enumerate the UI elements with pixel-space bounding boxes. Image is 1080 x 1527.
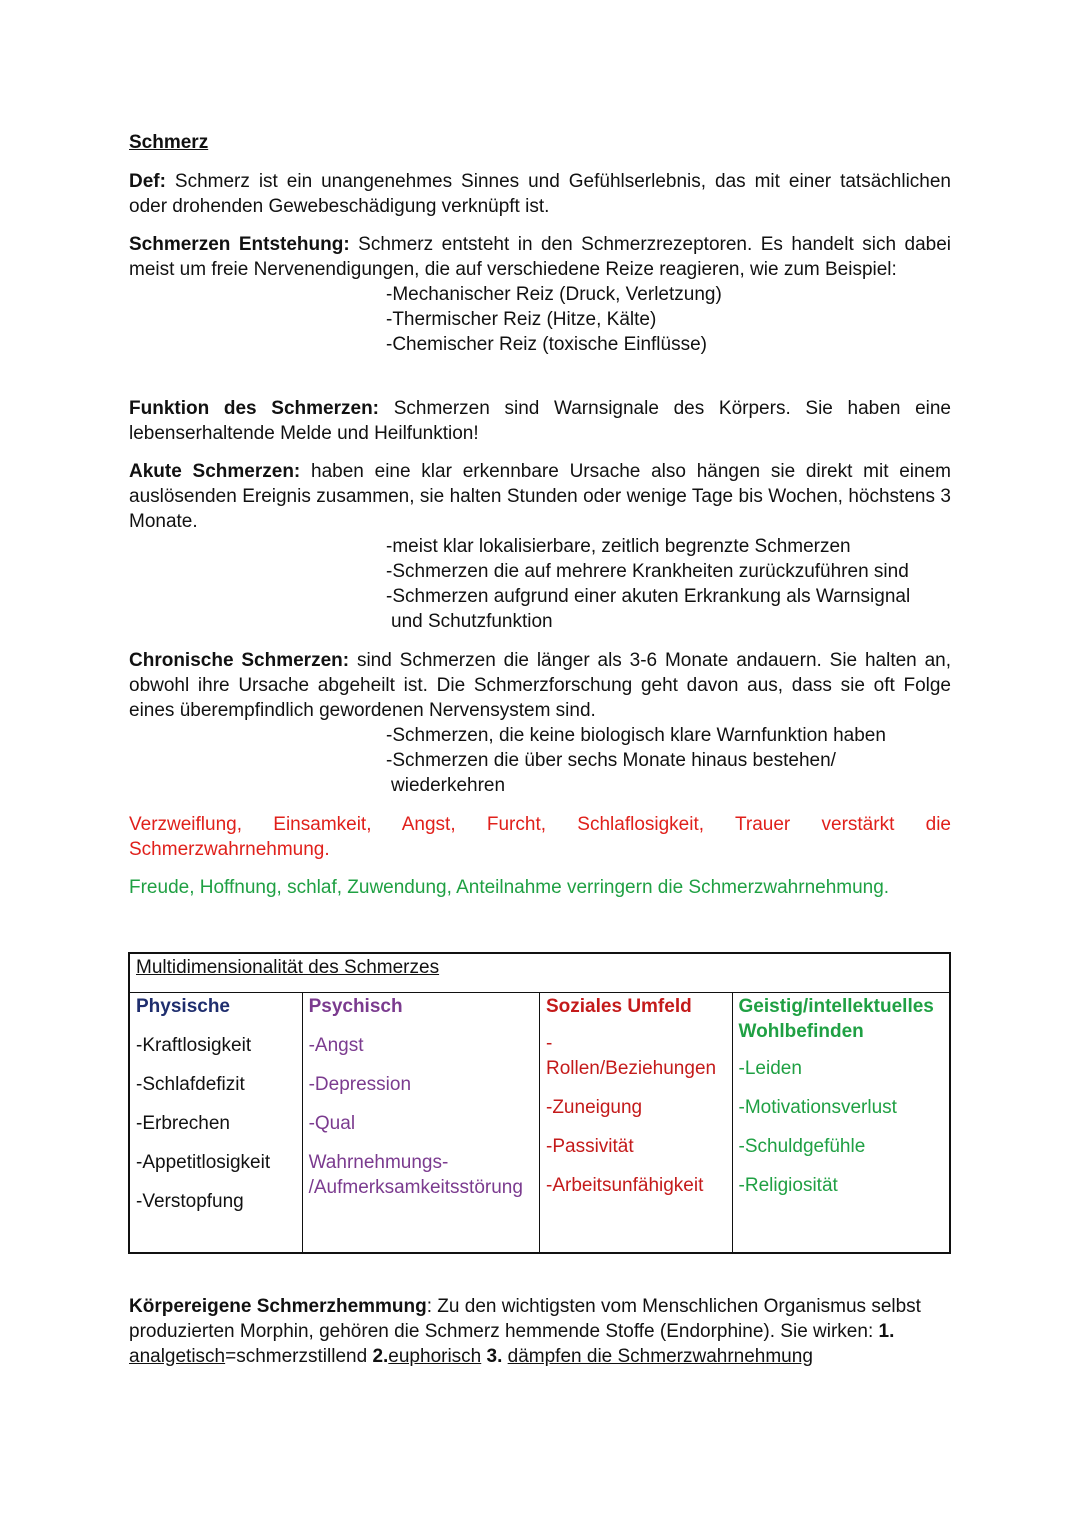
column-header: Geistig/intellektuelles Wohlbefinden (738, 996, 934, 1042)
list-item: -Schmerzen, die keine biologisch klare Warnfunktion haben (386, 725, 886, 746)
table-cell: -Appetitlosigkeit (136, 1152, 271, 1173)
entstehung-label: Schmerzen Entstehung: (129, 234, 350, 255)
verstaerkt-paragraph: Verzweiflung, Einsamkeit, Angst, Furcht, Schlaflosigkeit, Trauer verstärkt die Schmerzwahrnehmung. (129, 814, 951, 860)
list-item: wiederkehren (391, 775, 506, 796)
hemmung-paragraph (129, 1294, 951, 1369)
column-header: Soziales Umfeld (546, 996, 692, 1017)
column-soziales-umfeld (540, 993, 733, 1252)
list-item: -Thermischer Reiz (Hitze, Kälte) (386, 309, 657, 330)
funktion-paragraph (129, 396, 951, 446)
chronisch-text: sind Schmerzen die länger als 3-6 Monate andauern. Sie halten an, obwohl ihre Ursache abgeheilt ist. Die Schmerzforschung geht davon aus, dass sie oft Folge eines überempfindlich gewordenen Nervensystem sind. (129, 650, 952, 721)
table-cell: -Religiosität (738, 1175, 838, 1196)
chronisch-label: Chronische Schmerzen: (129, 650, 350, 671)
table-cell: -Schuldgefühle (738, 1136, 866, 1157)
hemmung-label: Körpereigene Schmerzhemmung (129, 1296, 427, 1317)
definition-label: Def: (129, 171, 166, 192)
table-cell: -Schlafdefizit (136, 1074, 245, 1095)
effect-analgetisch: analgetisch (129, 1346, 226, 1367)
table-cell: -Verstopfung (136, 1191, 244, 1212)
column-header: Physische (136, 996, 230, 1017)
table-cell: Wahrnehmungs- /Aufmerksamkeitsstörung (308, 1152, 523, 1198)
table-cell: -Erbrechen (136, 1113, 230, 1134)
list-item: -Schmerzen aufgrund einer akuten Erkrankung als Warnsignal (386, 586, 911, 607)
table-caption (130, 954, 949, 993)
definition-paragraph (129, 169, 951, 219)
table-cell: -Zuneigung (546, 1097, 643, 1118)
column-geistig (733, 993, 949, 1252)
number-3: 3. (481, 1346, 503, 1367)
effect-daempfen: dämpfen die Schmerzwahrnehmung (507, 1346, 813, 1367)
multidimensionality-table (128, 952, 951, 1254)
table-cell: -Leiden (738, 1058, 802, 1079)
funktion-text: Schmerzen sind Warnsignale des Körpers. Sie haben eine lebenserhaltende Melde und Heilfunktion! (129, 398, 951, 444)
table-body (130, 993, 949, 1252)
table-cell: -Qual (308, 1113, 356, 1134)
column-header: Psychisch (308, 996, 403, 1017)
table-cell: -Passivität (546, 1136, 634, 1157)
hemmung-text: : Zu den wichtigsten vom Menschlichen Organismus selbst produzierten Morphin, gehören die Schmerz hemmende Stoffe (Endorphine). Sie wirken: (129, 1296, 921, 1342)
table-caption-text: Multidimensionalität des Schmerzes (136, 957, 440, 978)
table-cell: -Arbeitsunfähigkeit (546, 1175, 704, 1196)
column-psychisch (303, 993, 540, 1252)
column-physische (130, 993, 303, 1252)
number-1: 1. (878, 1321, 895, 1342)
chronisch-section (129, 648, 951, 798)
effect-euphorisch: euphorisch (388, 1346, 482, 1367)
document-body (129, 130, 951, 913)
page-title: Schmerz (129, 132, 209, 153)
akut-list (386, 534, 951, 634)
table-cell: - Rollen/Beziehungen (546, 1033, 717, 1079)
number-2: 2. (372, 1346, 389, 1367)
hemmung-section (129, 1294, 951, 1369)
reiz-list (386, 282, 951, 357)
definition-text: Schmerz ist ein unangenehmes Sinnes und Gefühlserlebnis, das mit einer tatsächlichen oder drohenden Gewebeschädigung verknüpft ist. (129, 171, 951, 217)
list-item: -Schmerzen die auf mehrere Krankheiten zurückzuführen sind (386, 561, 909, 582)
entstehung-section (129, 232, 951, 357)
list-item: -meist klar lokalisierbare, zeitlich begrenzte Schmerzen (386, 536, 851, 557)
akut-text: haben eine klar erkennbare Ursache also hängen sie direkt mit einem auslösenden Ereignis zusammen, sie halten Stunden oder wenige Tage bis Wochen, höchstens 3 Monate. (129, 461, 951, 532)
effect-analgetisch-meaning: =schmerzstillend (225, 1346, 373, 1367)
table-cell: -Kraftlosigkeit (136, 1035, 252, 1056)
akut-label: Akute Schmerzen: (129, 461, 301, 482)
list-item: -Mechanischer Reiz (Druck, Verletzung) (386, 284, 722, 305)
funktion-label: Funktion des Schmerzen: (129, 398, 380, 419)
table-cell: -Angst (308, 1035, 364, 1056)
list-item: -Chemischer Reiz (toxische Einflüsse) (386, 334, 707, 355)
entstehung-text: Schmerz entsteht in den Schmerzrezeptoren. Es handelt sich dabei meist um freie Nervenendigungen, die auf verschiedene Reize reagieren, wie zum Beispiel: (129, 234, 951, 280)
akut-section (129, 459, 951, 634)
verringert-paragraph: Freude, Hoffnung, schlaf, Zuwendung, Anteilnahme verringern die Schmerzwahrnehmung. (129, 877, 890, 898)
table-cell: -Depression (308, 1074, 412, 1095)
chronisch-list (386, 723, 951, 798)
list-item: und Schutzfunktion (391, 611, 553, 632)
list-item: -Schmerzen die über sechs Monate hinaus bestehen/ (386, 750, 836, 771)
table-cell: -Motivationsverlust (738, 1097, 897, 1118)
